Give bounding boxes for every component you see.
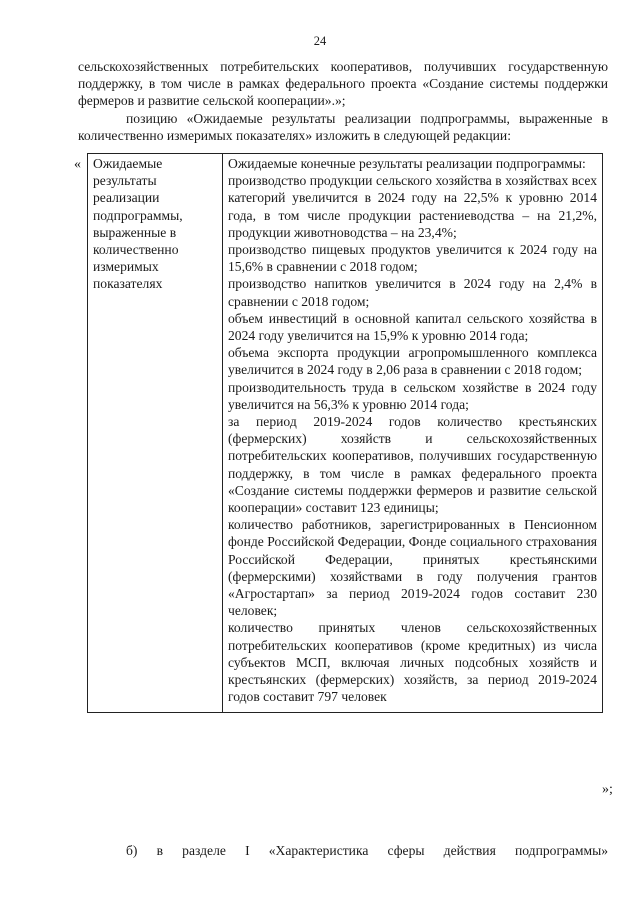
intro-text <box>78 58 608 144</box>
opening-quote: « <box>74 157 81 172</box>
list-item: производительность труда в сельском хозяйстве в 2024 году увеличится на 56,3% к уровню 2014 года; <box>228 379 597 412</box>
intro-paragraph-1: сельскохозяйственных потребительских кооперативов, получивших государственную поддержку, в том числе в рамках федерального проекта «Создание системы поддержки фермеров и развитие сельской кооперации».»; <box>78 59 608 109</box>
page-number: 24 <box>313 34 327 48</box>
intro-paragraph-2: позицию «Ожидаемые результаты реализации подпрограммы, выраженные в количественно измеримых показателях» изложить в следующей редакции: <box>78 110 608 143</box>
footer-text: б) в разделе I «Характеристика сферы действия подпрограммы» <box>126 843 608 858</box>
table-right-cell <box>223 154 603 713</box>
results-table <box>87 153 603 713</box>
list-item: производство пищевых продуктов увеличится к 2024 году на 15,6% в сравнении с 2018 годом; <box>228 242 597 275</box>
list-item: количество работников, зарегистрированных в Пенсионном фонде Российской Федерации, Фонде социального страхования Российской Федерации, принятых крестьянскими (фермерскими) хозяйствами в году получения грантов «Агростартап» за период 2019-2024 годов составит 230 человек; <box>228 517 597 619</box>
list-item: производство продукции сельского хозяйства в хозяйствах всех категорий увеличится в 2024 году на 22,5% к уровню 2014 года, в том числе продукции растениеводства – на 21,2%, продукции животноводства – на 23,4%; <box>228 173 597 240</box>
list-item: Ожидаемые конечные результаты реализации подпрограммы: <box>228 156 586 171</box>
table-left-cell: Ожидаемые результаты реализации подпрограммы, выраженные в количественно измеримых показателях <box>88 154 223 713</box>
list-item: объем инвестиций в основной капитал сельского хозяйства в 2024 году увеличится на 15,9% к уровню 2014 года; <box>228 310 597 344</box>
table-row <box>88 154 603 713</box>
closing-quote: »; <box>602 782 613 797</box>
list-item: объема экспорта продукции агропромышленного комплекса увеличится в 2024 году в 2,06 раза в сравнении с 2018 годом; <box>228 345 597 378</box>
list-item: количество принятых членов сельскохозяйственных потребительских кооперативов (кроме кредитных) из числа субъектов МСП, включая личных подсобных хозяйств и крестьянских (фермерских) хозяйств, за период 2019-2024 годов составит 797 человек <box>228 620 597 705</box>
list-item: за период 2019-2024 годов количество крестьянских (фермерских) хозяйств и сельскохозяйственных потребительских кооперативов, получивших государственную поддержку, в том числе в рамках федерального проекта «Создание системы поддержки фермеров и развитие сельской кооперации» составит 123 единицы; <box>228 414 597 516</box>
list-item: производство напитков увеличится в 2024 году на 2,4% в сравнении с 2018 годом; <box>228 276 597 309</box>
